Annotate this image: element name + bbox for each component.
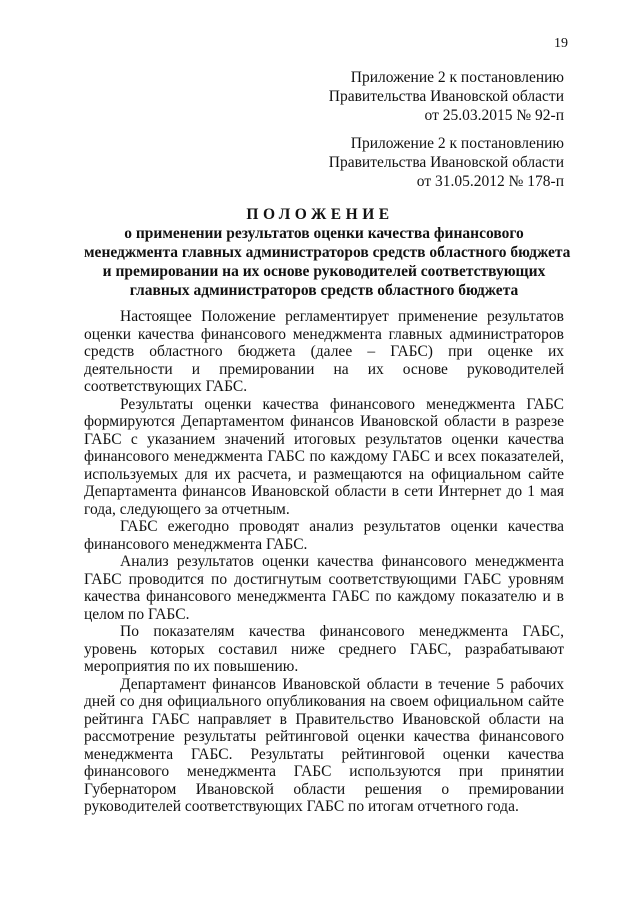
page-number: 19	[554, 36, 568, 51]
paragraph: ГАБС ежегодно проводят анализ результатов оценки качества финансового менеджмента ГАБС.	[84, 518, 564, 553]
paragraph: По показателям качества финансового менеджмента ГАБС, уровень которых составил ниже среднего ГАБС, разрабатывают мероприятия по их повышению.	[84, 623, 564, 675]
subtitle-line: менеджмента главных администраторов средств областного бюджета	[84, 244, 571, 261]
appendix-line: Правительства Ивановской области	[328, 88, 564, 105]
paragraph: Анализ результатов оценки качества финансового менеджмента ГАБС проводится по достигнутым соответствующими ГАБС уровням качества финансового менеджмента ГАБС по каждому показателю и в целом по ГАБС.	[84, 553, 564, 623]
paragraph: Департамент финансов Ивановской области в течение 5 рабочих дней со дня официального опубликования на своем официальном сайте рейтинга ГАБС направляет в Правительство Ивановской области на рассмотрение результаты рейтинговой оценки качества финансового менеджмента ГАБС. Результаты рейтинговой оценки качества финансового менеджмента ГАБС используются при принятии Губернатором Ивановской области решения о премировании руководителей соответствующих ГАБС по итогам отчетного года.	[84, 675, 564, 815]
paragraph: Настоящее Положение регламентирует применение результатов оценки качества финансового менеджмента главных администраторов средств областного бюджета (далее – ГАБС) при оценке их деятельности и премировании на их основе руководителей соответствующих ГАБС.	[84, 308, 564, 395]
document-title: ПОЛОЖЕНИЕ	[246, 206, 394, 223]
appendix-header-original	[329, 134, 564, 191]
subtitle-line: о применении результатов оценки качества финансового	[124, 225, 524, 242]
subtitle-line: и премировании на их основе руководителей соответствующих	[102, 263, 546, 280]
document-body	[84, 308, 564, 816]
appendix-header-current	[329, 68, 564, 125]
appendix-line: от 31.05.2012 № 178-п	[416, 173, 564, 190]
paragraph: Результаты оценки качества финансового менеджмента ГАБС формируются Департаментом финансов Ивановской области в разрезе ГАБС с указанием значений итоговых результатов оценки качества финансового менеджмента ГАБС по каждому ГАБС и всех показателей, используемых для их расчета, и размещаются на официальном сайте Департамента финансов Ивановской области в сети Интернет до 1 мая года, следующего за отчетным.	[84, 395, 564, 518]
appendix-line: от 25.03.2015 № 92-п	[424, 107, 564, 124]
appendix-line: Приложение 2 к постановлению	[350, 135, 564, 152]
appendix-line: Приложение 2 к постановлению	[350, 69, 564, 86]
appendix-line: Правительства Ивановской области	[328, 154, 564, 171]
document-subtitle	[84, 224, 571, 300]
subtitle-line: главных администраторов средств областного бюджета	[129, 282, 519, 299]
